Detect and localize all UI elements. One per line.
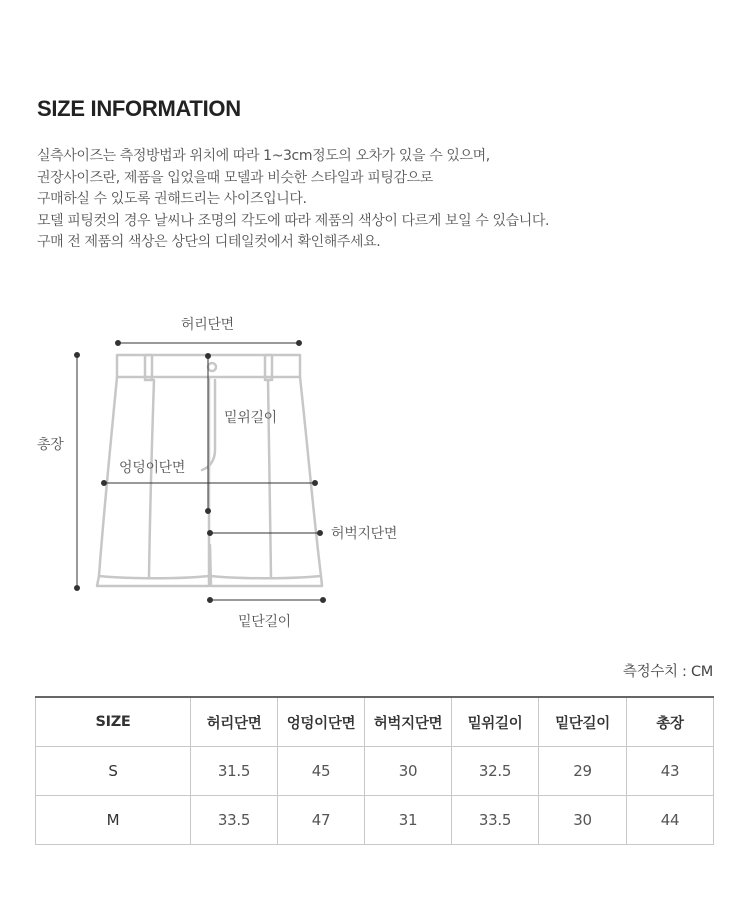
hip-label: 엉덩이단면 (119, 460, 186, 476)
hem-label: 밑단길이 (238, 614, 291, 630)
page-title: SIZE INFORMATION (37, 96, 241, 121)
column-header-size: SIZE (36, 697, 191, 747)
column-header-rise: 밑위길이 (452, 697, 539, 747)
thigh-label: 허벅지단면 (331, 526, 398, 542)
table-cell: 30 (539, 796, 627, 845)
measure-dot (206, 509, 211, 514)
measure-dot (206, 354, 211, 359)
table-cell: 43 (627, 747, 714, 796)
measure-dot (75, 353, 80, 358)
column-header-hem: 밑단길이 (539, 697, 627, 747)
table-header-row (36, 697, 714, 747)
measure-dot (75, 586, 80, 591)
table-cell: 47 (278, 796, 365, 845)
measure-dot (208, 598, 213, 603)
description-line: 실측사이즈는 측정방법과 위치에 따라 1~3cm정도의 오차가 있을 수 있으며, (37, 148, 490, 164)
column-header-thigh: 허벅지단면 (365, 697, 452, 747)
table-row (36, 796, 714, 845)
cuff-left (99, 576, 209, 578)
column-header-hip: 엉덩이단면 (278, 697, 365, 747)
size-table (35, 696, 714, 845)
table-cell: 29 (539, 747, 627, 796)
table-cell: 44 (627, 796, 714, 845)
column-header-total-length: 총장 (627, 697, 714, 747)
size-cell: S (36, 747, 191, 796)
measure-dot (116, 341, 121, 346)
description-line: 모델 피팅컷의 경우 날씨나 조명의 각도에 따라 제품의 색상이 다르게 보일 수 있습니다. (37, 212, 549, 229)
pleat-left (149, 380, 154, 577)
measure-dot (313, 481, 318, 486)
column-header-waist: 허리단면 (191, 697, 278, 747)
shorts-measurement-diagram (0, 300, 750, 640)
size-cell: M (36, 796, 191, 845)
table-cell: 33.5 (452, 796, 539, 845)
description-line: 구매 전 제품의 색상은 상단의 디테일컷에서 확인해주세요. (37, 234, 381, 250)
measurement-lines (75, 341, 326, 603)
table-cell: 30 (365, 747, 452, 796)
button-shape (208, 363, 216, 371)
measure-dot (297, 341, 302, 346)
measure-dot (318, 531, 323, 536)
measure-dot (321, 598, 326, 603)
rise-label: 밑위길이 (224, 410, 277, 426)
unit-label: 측정수치 : CM (622, 664, 713, 680)
description-line: 구매하실 수 있도록 권해드리는 사이즈입니다. (37, 191, 307, 207)
table-cell: 31.5 (191, 747, 278, 796)
table-cell: 33.5 (191, 796, 278, 845)
table-row (36, 747, 714, 796)
measure-dot (208, 531, 213, 536)
description-line: 권장사이즈란, 제품을 입었을때 모델과 비슷한 스타일과 피팅감으로 (37, 169, 433, 186)
table-cell: 32.5 (452, 747, 539, 796)
table-cell: 31 (365, 796, 452, 845)
measure-dot (102, 481, 107, 486)
cuff-right (211, 576, 321, 578)
table-cell: 45 (278, 747, 365, 796)
waist-label: 허리단면 (181, 317, 234, 333)
shorts-illustration (0, 300, 750, 640)
total-length-label: 총장 (37, 437, 64, 453)
size-description (37, 146, 717, 254)
